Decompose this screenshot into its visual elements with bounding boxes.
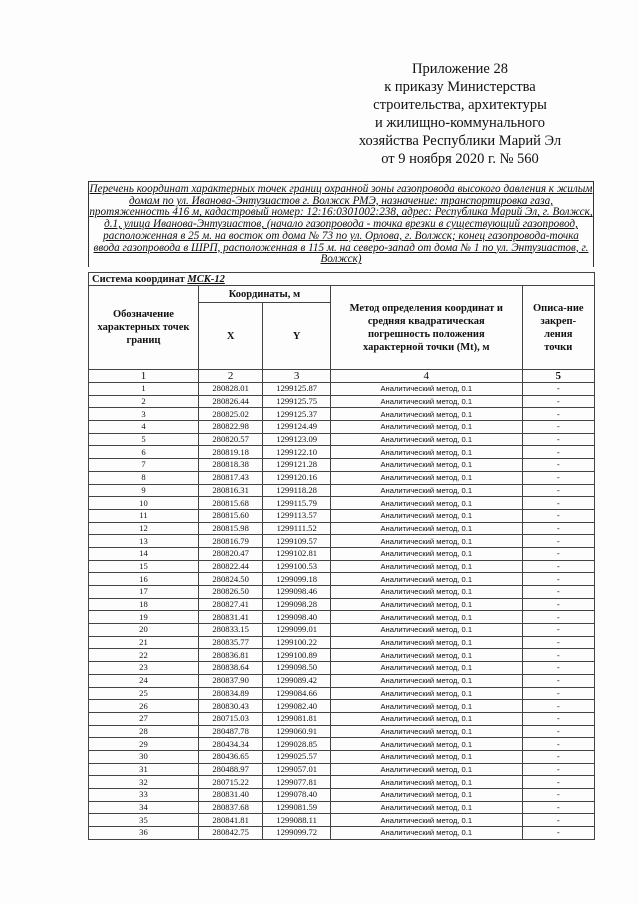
method-value: Аналитический метод, 0.1 bbox=[330, 573, 522, 586]
y-value: 1299102.81 bbox=[263, 547, 331, 560]
x-value: 280828.01 bbox=[198, 383, 262, 396]
col-point-header: Обозначение характерных точек границ bbox=[89, 286, 199, 370]
x-value: 280815.98 bbox=[198, 522, 262, 535]
table-row bbox=[89, 573, 595, 586]
point-id: 7 bbox=[89, 459, 199, 472]
y-value: 1299111.52 bbox=[263, 522, 331, 535]
point-id: 4 bbox=[89, 421, 199, 434]
method-value: Аналитический метод, 0.1 bbox=[330, 547, 522, 560]
method-value: Аналитический метод, 0.1 bbox=[330, 814, 522, 827]
method-value: Аналитический метод, 0.1 bbox=[330, 433, 522, 446]
x-value: 280434.34 bbox=[198, 738, 262, 751]
header-line: и жилищно-коммунального bbox=[374, 115, 546, 131]
point-id: 1 bbox=[89, 383, 199, 396]
x-value: 280830.43 bbox=[198, 700, 262, 713]
desc-value: - bbox=[522, 763, 594, 776]
method-value: Аналитический метод, 0.1 bbox=[330, 446, 522, 459]
col-desc-header: Описа-ние закреп-ления точки bbox=[522, 286, 594, 370]
method-value: Аналитический метод, 0.1 bbox=[330, 484, 522, 497]
table-row bbox=[89, 827, 595, 840]
desc-value: - bbox=[522, 560, 594, 573]
table-row bbox=[89, 560, 595, 573]
point-id: 3 bbox=[89, 408, 199, 421]
table-row bbox=[89, 611, 595, 624]
header-line: хозяйства Республики Марий Эл bbox=[358, 133, 562, 149]
header-line: строительства, архитектуры bbox=[373, 97, 547, 113]
point-id: 21 bbox=[89, 636, 199, 649]
col-number: 5 bbox=[522, 370, 594, 383]
method-value: Аналитический метод, 0.1 bbox=[330, 471, 522, 484]
desc-value: - bbox=[522, 471, 594, 484]
table-row bbox=[89, 624, 595, 637]
y-value: 1299098.28 bbox=[263, 598, 331, 611]
desc-value: - bbox=[522, 624, 594, 637]
desc-value: - bbox=[522, 700, 594, 713]
x-value: 280822.98 bbox=[198, 421, 262, 434]
table-row bbox=[89, 725, 595, 738]
desc-value: - bbox=[522, 789, 594, 802]
method-value: Аналитический метод, 0.1 bbox=[330, 674, 522, 687]
point-id: 6 bbox=[89, 446, 199, 459]
y-value: 1299060.91 bbox=[263, 725, 331, 738]
desc-value: - bbox=[522, 547, 594, 560]
desc-value: - bbox=[522, 636, 594, 649]
x-value: 280819.18 bbox=[198, 446, 262, 459]
table-row bbox=[89, 446, 595, 459]
x-value: 280831.41 bbox=[198, 611, 262, 624]
method-value: Аналитический метод, 0.1 bbox=[330, 509, 522, 522]
desc-value: - bbox=[522, 801, 594, 814]
desc-value: - bbox=[522, 446, 594, 459]
y-value: 1299078.40 bbox=[263, 789, 331, 802]
y-value: 1299084.66 bbox=[263, 687, 331, 700]
desc-value: - bbox=[522, 598, 594, 611]
desc-value: - bbox=[522, 649, 594, 662]
point-id: 34 bbox=[89, 801, 199, 814]
point-id: 22 bbox=[89, 649, 199, 662]
y-value: 1299115.79 bbox=[263, 497, 331, 510]
desc-value: - bbox=[522, 395, 594, 408]
x-value: 280833.15 bbox=[198, 624, 262, 637]
point-id: 15 bbox=[89, 560, 199, 573]
desc-value: - bbox=[522, 776, 594, 789]
desc-value: - bbox=[522, 814, 594, 827]
point-id: 35 bbox=[89, 814, 199, 827]
point-id: 16 bbox=[89, 573, 199, 586]
method-value: Аналитический метод, 0.1 bbox=[330, 560, 522, 573]
method-value: Аналитический метод, 0.1 bbox=[330, 459, 522, 472]
table-row bbox=[89, 763, 595, 776]
y-value: 1299124.49 bbox=[263, 421, 331, 434]
point-id: 32 bbox=[89, 776, 199, 789]
method-value: Аналитический метод, 0.1 bbox=[330, 649, 522, 662]
col-y-header: Y bbox=[263, 303, 331, 370]
method-value: Аналитический метод, 0.1 bbox=[330, 738, 522, 751]
y-value: 1299077.81 bbox=[263, 776, 331, 789]
method-value: Аналитический метод, 0.1 bbox=[330, 497, 522, 510]
appendix-header bbox=[330, 60, 590, 168]
method-value: Аналитический метод, 0.1 bbox=[330, 408, 522, 421]
table-row bbox=[89, 801, 595, 814]
point-id: 30 bbox=[89, 750, 199, 763]
x-value: 280837.68 bbox=[198, 801, 262, 814]
y-value: 1299100.22 bbox=[263, 636, 331, 649]
table-row bbox=[89, 674, 595, 687]
y-value: 1299125.87 bbox=[263, 383, 331, 396]
y-value: 1299098.46 bbox=[263, 586, 331, 599]
y-value: 1299081.81 bbox=[263, 712, 331, 725]
col-number: 1 bbox=[89, 370, 199, 383]
point-id: 2 bbox=[89, 395, 199, 408]
table-row bbox=[89, 738, 595, 751]
desc-value: - bbox=[522, 725, 594, 738]
desc-value: - bbox=[522, 750, 594, 763]
y-value: 1299098.40 bbox=[263, 611, 331, 624]
method-value: Аналитический метод, 0.1 bbox=[330, 750, 522, 763]
col-method-header: Метод определения координат и средняя квадратическая погрешность положения характерной точки (Mt), м bbox=[330, 286, 522, 370]
y-value: 1299098.50 bbox=[263, 662, 331, 675]
point-id: 29 bbox=[89, 738, 199, 751]
point-id: 23 bbox=[89, 662, 199, 675]
method-value: Аналитический метод, 0.1 bbox=[330, 586, 522, 599]
method-value: Аналитический метод, 0.1 bbox=[330, 662, 522, 675]
x-value: 280715.22 bbox=[198, 776, 262, 789]
table-row bbox=[89, 814, 595, 827]
desc-value: - bbox=[522, 573, 594, 586]
x-value: 280836.81 bbox=[198, 649, 262, 662]
y-value: 1299125.37 bbox=[263, 408, 331, 421]
x-value: 280820.57 bbox=[198, 433, 262, 446]
point-id: 19 bbox=[89, 611, 199, 624]
desc-value: - bbox=[522, 484, 594, 497]
table-row bbox=[89, 509, 595, 522]
x-value: 280815.68 bbox=[198, 497, 262, 510]
table-row bbox=[89, 700, 595, 713]
method-value: Аналитический метод, 0.1 bbox=[330, 611, 522, 624]
x-value: 280816.79 bbox=[198, 535, 262, 548]
method-value: Аналитический метод, 0.1 bbox=[330, 421, 522, 434]
table-row bbox=[89, 497, 595, 510]
desc-value: - bbox=[522, 522, 594, 535]
y-value: 1299121.28 bbox=[263, 459, 331, 472]
y-value: 1299100.89 bbox=[263, 649, 331, 662]
method-value: Аналитический метод, 0.1 bbox=[330, 827, 522, 840]
desc-value: - bbox=[522, 827, 594, 840]
x-value: 280842.75 bbox=[198, 827, 262, 840]
y-value: 1299099.01 bbox=[263, 624, 331, 637]
desc-value: - bbox=[522, 586, 594, 599]
point-id: 10 bbox=[89, 497, 199, 510]
table-row bbox=[89, 662, 595, 675]
table-row bbox=[89, 484, 595, 497]
desc-value: - bbox=[522, 408, 594, 421]
y-value: 1299118.28 bbox=[263, 484, 331, 497]
table-row bbox=[89, 789, 595, 802]
table-row bbox=[89, 395, 595, 408]
x-value: 280826.44 bbox=[198, 395, 262, 408]
desc-value: - bbox=[522, 611, 594, 624]
point-id: 12 bbox=[89, 522, 199, 535]
point-id: 8 bbox=[89, 471, 199, 484]
y-value: 1299088.11 bbox=[263, 814, 331, 827]
x-value: 280820.47 bbox=[198, 547, 262, 560]
x-value: 280831.40 bbox=[198, 789, 262, 802]
x-value: 280837.90 bbox=[198, 674, 262, 687]
point-id: 25 bbox=[89, 687, 199, 700]
point-id: 9 bbox=[89, 484, 199, 497]
table-row bbox=[89, 421, 595, 434]
header-line: к приказу Министерства bbox=[384, 79, 536, 95]
x-value: 280818.38 bbox=[198, 459, 262, 472]
table-row bbox=[89, 750, 595, 763]
method-value: Аналитический метод, 0.1 bbox=[330, 598, 522, 611]
col-number: 3 bbox=[263, 370, 331, 383]
y-value: 1299122.10 bbox=[263, 446, 331, 459]
table-row bbox=[89, 776, 595, 789]
y-value: 1299120.16 bbox=[263, 471, 331, 484]
method-value: Аналитический метод, 0.1 bbox=[330, 763, 522, 776]
desc-value: - bbox=[522, 421, 594, 434]
method-value: Аналитический метод, 0.1 bbox=[330, 624, 522, 637]
x-value: 280835.77 bbox=[198, 636, 262, 649]
point-id: 17 bbox=[89, 586, 199, 599]
method-value: Аналитический метод, 0.1 bbox=[330, 801, 522, 814]
desc-value: - bbox=[522, 687, 594, 700]
table-row bbox=[89, 598, 595, 611]
method-value: Аналитический метод, 0.1 bbox=[330, 725, 522, 738]
table-row bbox=[89, 649, 595, 662]
desc-value: - bbox=[522, 535, 594, 548]
x-value: 280487.78 bbox=[198, 725, 262, 738]
y-value: 1299082.40 bbox=[263, 700, 331, 713]
y-value: 1299100.53 bbox=[263, 560, 331, 573]
desc-value: - bbox=[522, 383, 594, 396]
x-value: 280488.97 bbox=[198, 763, 262, 776]
x-value: 280436.65 bbox=[198, 750, 262, 763]
x-value: 280838.64 bbox=[198, 662, 262, 675]
table-row bbox=[89, 459, 595, 472]
method-value: Аналитический метод, 0.1 bbox=[330, 636, 522, 649]
point-id: 20 bbox=[89, 624, 199, 637]
method-value: Аналитический метод, 0.1 bbox=[330, 776, 522, 789]
table-row bbox=[89, 586, 595, 599]
table-row bbox=[89, 408, 595, 421]
point-id: 31 bbox=[89, 763, 199, 776]
table-row bbox=[89, 383, 595, 396]
desc-value: - bbox=[522, 509, 594, 522]
y-value: 1299025.57 bbox=[263, 750, 331, 763]
table-row bbox=[89, 535, 595, 548]
x-value: 280827.41 bbox=[198, 598, 262, 611]
x-value: 280816.31 bbox=[198, 484, 262, 497]
method-value: Аналитический метод, 0.1 bbox=[330, 522, 522, 535]
coordinate-system-value: МСК-12 bbox=[187, 273, 225, 285]
x-value: 280834.89 bbox=[198, 687, 262, 700]
y-value: 1299109.57 bbox=[263, 535, 331, 548]
y-value: 1299028.85 bbox=[263, 738, 331, 751]
table-row bbox=[89, 471, 595, 484]
desc-value: - bbox=[522, 738, 594, 751]
point-id: 5 bbox=[89, 433, 199, 446]
method-value: Аналитический метод, 0.1 bbox=[330, 789, 522, 802]
y-value: 1299123.09 bbox=[263, 433, 331, 446]
col-coords-header: Координаты, м bbox=[198, 286, 330, 303]
x-value: 280715.03 bbox=[198, 712, 262, 725]
point-id: 11 bbox=[89, 509, 199, 522]
y-value: 1299057.01 bbox=[263, 763, 331, 776]
coordinate-system: Система координат МСК-12 bbox=[89, 273, 595, 286]
point-id: 27 bbox=[89, 712, 199, 725]
point-id: 33 bbox=[89, 789, 199, 802]
x-value: 280825.02 bbox=[198, 408, 262, 421]
table-row bbox=[89, 433, 595, 446]
header-line: от 9 ноября 2020 г. № 560 bbox=[381, 151, 539, 167]
method-value: Аналитический метод, 0.1 bbox=[330, 395, 522, 408]
header-line: Приложение 28 bbox=[412, 61, 508, 77]
point-id: 28 bbox=[89, 725, 199, 738]
x-value: 280826.50 bbox=[198, 586, 262, 599]
y-value: 1299125.75 bbox=[263, 395, 331, 408]
col-number: 4 bbox=[330, 370, 522, 383]
method-value: Аналитический метод, 0.1 bbox=[330, 700, 522, 713]
desc-value: - bbox=[522, 459, 594, 472]
y-value: 1299081.59 bbox=[263, 801, 331, 814]
point-id: 26 bbox=[89, 700, 199, 713]
method-value: Аналитический метод, 0.1 bbox=[330, 712, 522, 725]
table-row bbox=[89, 687, 595, 700]
x-value: 280841.81 bbox=[198, 814, 262, 827]
x-value: 280822.44 bbox=[198, 560, 262, 573]
col-number: 2 bbox=[198, 370, 262, 383]
point-id: 18 bbox=[89, 598, 199, 611]
desc-value: - bbox=[522, 674, 594, 687]
x-value: 280824.50 bbox=[198, 573, 262, 586]
point-id: 14 bbox=[89, 547, 199, 560]
point-id: 13 bbox=[89, 535, 199, 548]
col-x-header: X bbox=[198, 303, 262, 370]
point-id: 24 bbox=[89, 674, 199, 687]
y-value: 1299099.18 bbox=[263, 573, 331, 586]
table-row bbox=[89, 712, 595, 725]
document-title: Перечень координат характерных точек границ охранной зоны газопровода высокого давления к жилым домам по ул. Иванова-Энтузиастов г. Волжск РМЭ, назначение: транспортировка газа, протяженность 416 м, кадастровый номер: 12:16:0301002:238, адрес: Республика Марий Эл, г. Волжск, д.1, улица Иванова-Энтузиастов, (начало газопровода - точка врезки в существующий газопровод, расположенная в 25 м. на восток от дома № 73 по ул. Орлова, г. Волжск; конец газопровода-точка ввода газопровода в ШРП, расположенная в 115 м. на северо-запад от дома № 1 по ул. Энтузиастов, г. Волжск) bbox=[89, 183, 593, 266]
x-value: 280815.60 bbox=[198, 509, 262, 522]
desc-value: - bbox=[522, 712, 594, 725]
coordinates-table bbox=[88, 272, 595, 840]
table-row bbox=[89, 636, 595, 649]
desc-value: - bbox=[522, 497, 594, 510]
table-row bbox=[89, 547, 595, 560]
y-value: 1299113.57 bbox=[263, 509, 331, 522]
y-value: 1299089.42 bbox=[263, 674, 331, 687]
point-id: 36 bbox=[89, 827, 199, 840]
y-value: 1299099.72 bbox=[263, 827, 331, 840]
x-value: 280817.43 bbox=[198, 471, 262, 484]
desc-value: - bbox=[522, 433, 594, 446]
method-value: Аналитический метод, 0.1 bbox=[330, 383, 522, 396]
table-row bbox=[89, 522, 595, 535]
desc-value: - bbox=[522, 662, 594, 675]
method-value: Аналитический метод, 0.1 bbox=[330, 687, 522, 700]
method-value: Аналитический метод, 0.1 bbox=[330, 535, 522, 548]
